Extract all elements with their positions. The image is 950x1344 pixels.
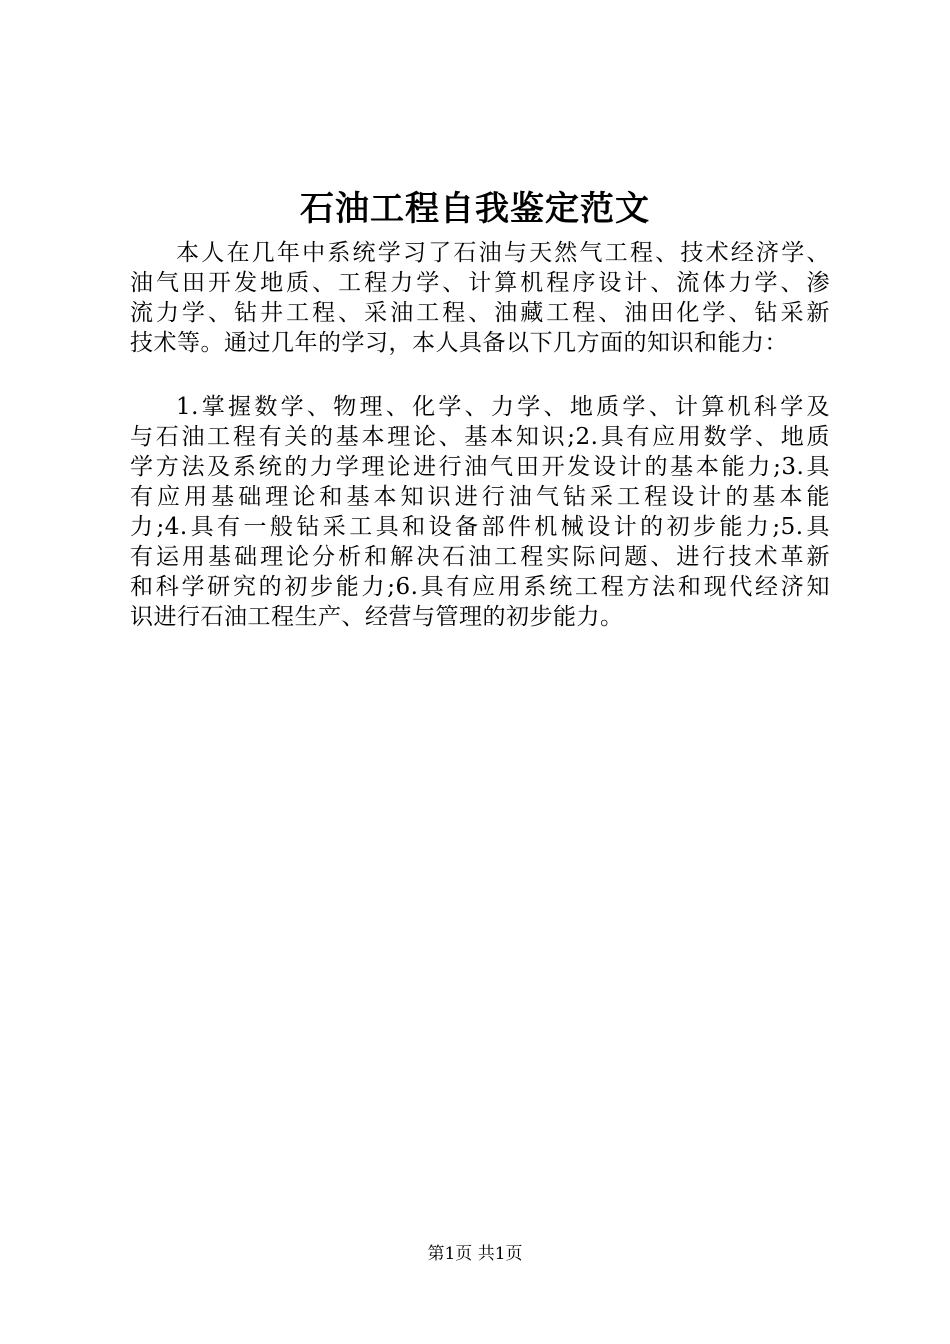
- paragraph-line: 有运用基础理论分析和解决石油工程实际问题、进行技术革新: [130, 544, 830, 570]
- document-title: 石油工程自我鉴定范文: [300, 189, 650, 229]
- paragraph-line: 与石油工程有关的基本理论、基本知识;2.具有应用数学、地质: [130, 424, 830, 450]
- paragraph-line: 1.掌握数学、物理、化学、力学、地质学、计算机科学及: [176, 394, 830, 420]
- paragraph-line: 技术等。通过几年的学习，本人具备以下几方面的知识和能力：: [130, 330, 788, 356]
- paragraph-line: 有应用基础理论和基本知识进行油气钻采工程设计的基本能: [130, 484, 830, 510]
- paragraph-line: 和科学研究的初步能力;6.具有应用系统工程方法和现代经济知: [130, 574, 830, 600]
- page-footer: 第1页 共1页: [427, 1244, 523, 1264]
- paragraph-line: 学方法及系统的力学理论进行油气田开发设计的基本能力;3.具: [130, 454, 830, 480]
- paragraph-line: 流力学、钻井工程、采油工程、油藏工程、油田化学、钻采新: [130, 300, 830, 326]
- paragraph-line: 本人在几年中系统学习了石油与天然气工程、技术经济学、: [176, 240, 830, 266]
- paragraph-line: 油气田开发地质、工程力学、计算机程序设计、流体力学、渗: [130, 270, 830, 296]
- paragraph-line: 力;4.具有一般钻采工具和设备部件机械设计的初步能力;5.具: [130, 514, 830, 540]
- paragraph-line: 识进行石油工程生产、经营与管理的初步能力。: [130, 604, 624, 630]
